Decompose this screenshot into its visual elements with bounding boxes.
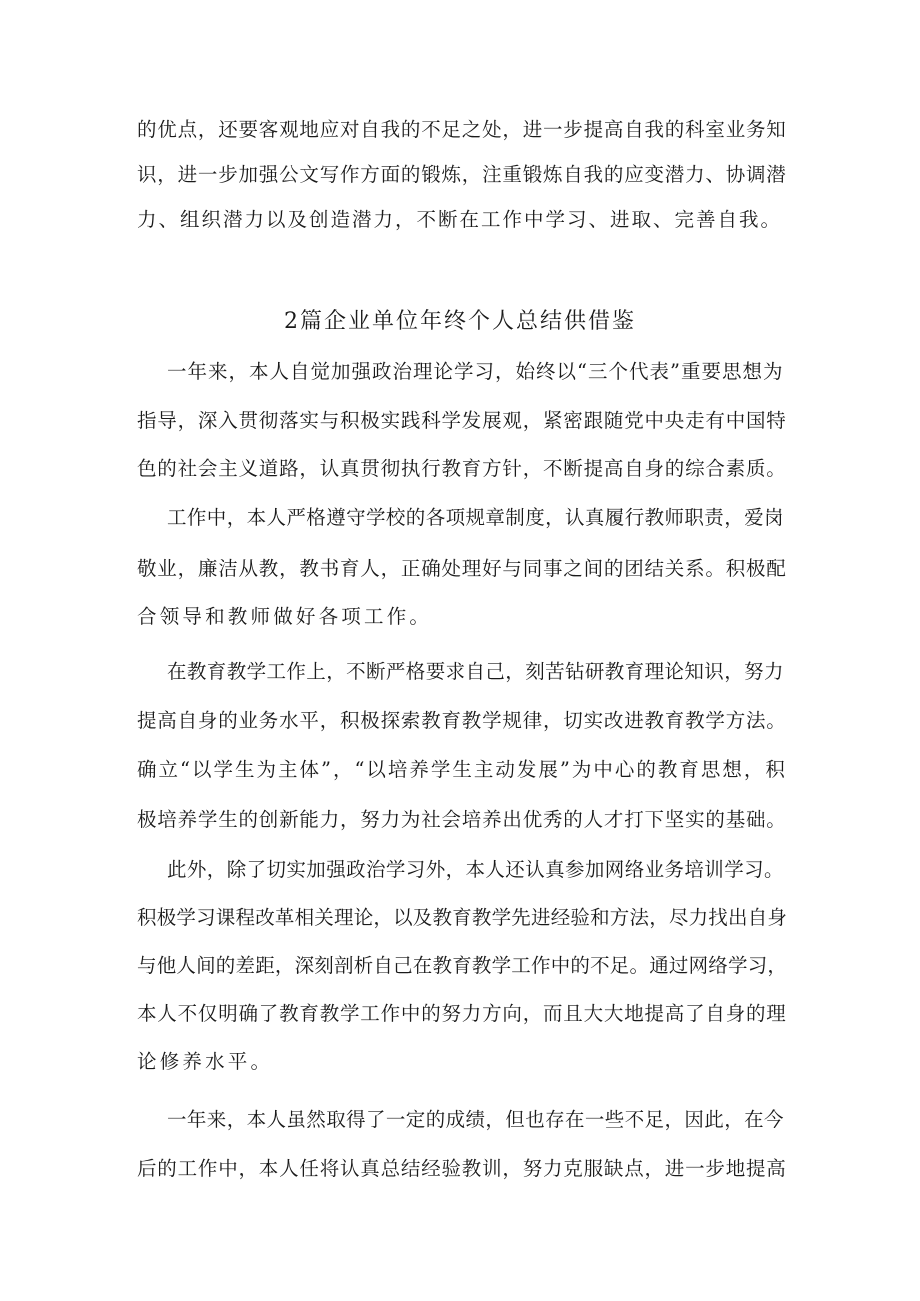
text-line: 后的工作中，本人任将认真总结经验教训，努力克服缺点，进一步地提高 — [137, 1157, 787, 1180]
text-line: 确立“以学生为主体”，“以培养学生主动发展”为中心的教育思想，积 — [137, 758, 787, 781]
text-line: 提高自身的业务水平，积极探索教育教学规律，切实改进教育教学方法。 — [137, 709, 787, 732]
text-line: 积极学习课程改革相关理论，以及教育教学先进经验和方法，尽力找出自身 — [137, 906, 788, 929]
text-line: 一年来，本人虽然取得了一定的成绩，但也存在一些不足，因此，在今 — [167, 1108, 784, 1131]
text-line: 论修养水平。 — [137, 1050, 274, 1073]
text-line: 此外，除了切实加强政治学习外，本人还认真参加网络业务培训学习。 — [167, 858, 784, 881]
text-line: 工作中，本人严格遵守学校的各项规章制度，认真履行教师职责，爱岗 — [167, 506, 784, 529]
section-title: 2篇企业单位年终个人总结供借鉴 — [284, 309, 636, 334]
text-line: 力、组织潜力以及创造潜力，不断在工作中学习、进取、完善自我。 — [137, 208, 783, 231]
text-line: 敬业，廉洁从教，教书育人，正确处理好与同事之间的团结关系。积极配 — [137, 557, 787, 580]
text-line: 识，进一步加强公文写作方面的锻炼，注重锻炼自我的应变潜力、协调潜 — [137, 163, 787, 186]
text-line: 一年来，本人自觉加强政治理论学习，始终以“三个代表”重要思想为 — [167, 360, 784, 383]
text-line: 与他人间的差距，深刻剖析自己在教育教学工作中的不足。通过网络学习， — [137, 954, 788, 977]
text-line: 的优点，还要客观地应对自我的不足之处，进一步提高自我的科室业务知 — [137, 118, 787, 141]
text-line: 合领导和教师做好各项工作。 — [137, 605, 433, 628]
text-line: 极培养学生的创新能力，努力为社会培养出优秀的人才打下坚实的基础。 — [137, 808, 787, 831]
text-line: 指导，深入贯彻落实与积极实践科学发展观，紧密跟随党中央走有中国特 — [137, 409, 787, 432]
text-line: 本人不仅明确了教育教学工作中的努力方向，而且大大地提高了自身的理 — [137, 1002, 787, 1025]
text-line: 在教育教学工作上，不断严格要求自己，刻苦钻研教育理论知识，努力 — [167, 660, 784, 683]
text-line: 色的社会主义道路，认真贯彻执行教育方针，不断提高自身的综合素质。 — [137, 457, 787, 480]
